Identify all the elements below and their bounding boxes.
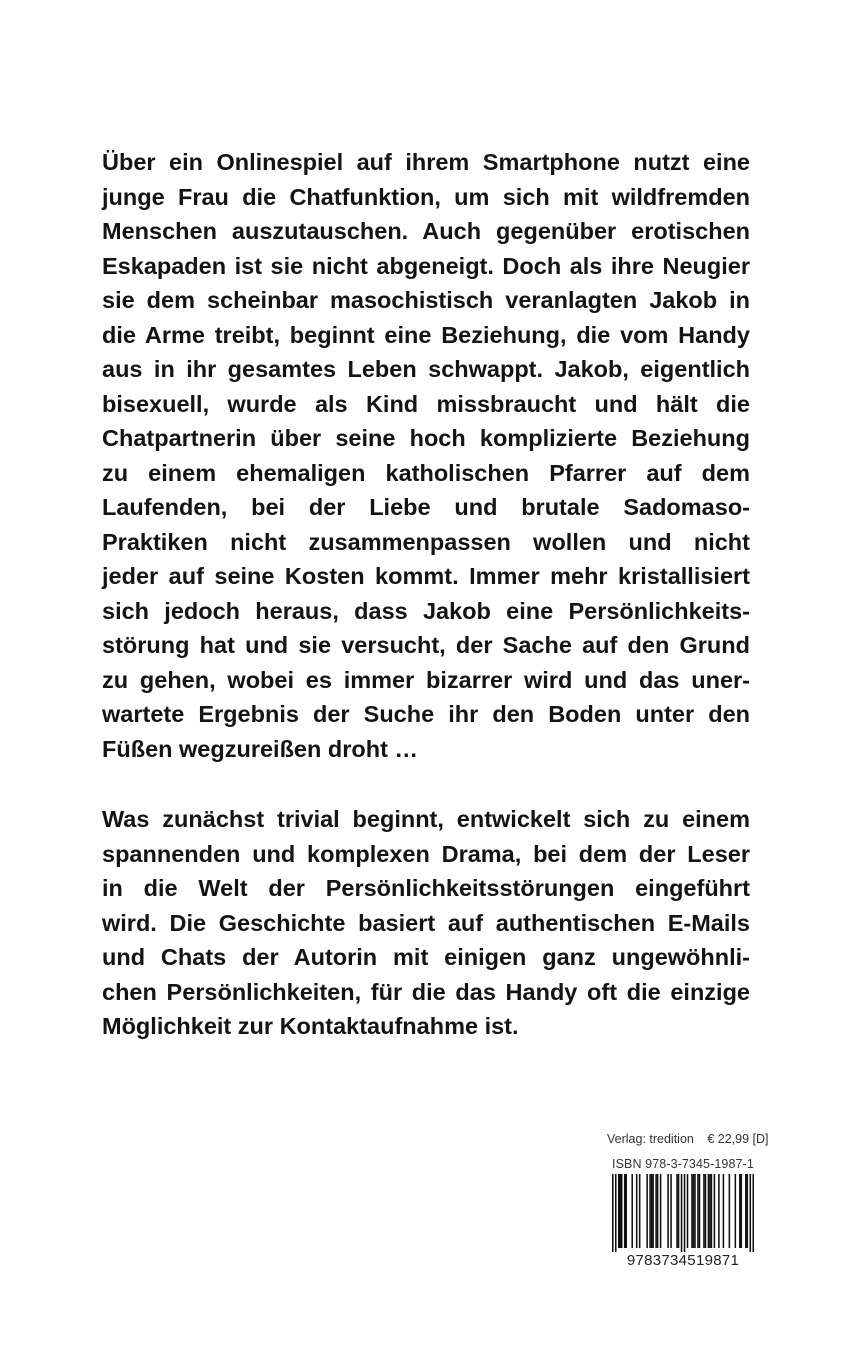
barcode-bar — [708, 1174, 710, 1248]
blurb-line: wird. Die Geschichte basiert auf authentischen E-Mails — [102, 909, 750, 936]
barcode-bar — [684, 1174, 686, 1252]
barcode-bar — [619, 1174, 621, 1248]
barcode-bar — [676, 1174, 678, 1248]
blurb-line: Praktiken nicht zusammenpassen wollen und nicht — [102, 528, 750, 555]
barcode-bar — [646, 1174, 648, 1248]
blurb-line: bisexuell, wurde als Kind missbraucht und hält die — [102, 390, 750, 417]
barcode-bar — [670, 1174, 672, 1248]
barcode-bar — [639, 1174, 641, 1248]
barcode-bar — [636, 1174, 638, 1248]
barcode-bar — [625, 1174, 627, 1248]
barcode-bar — [657, 1174, 659, 1248]
barcode-bar — [621, 1174, 623, 1248]
barcode-bar — [631, 1174, 633, 1248]
barcode-bar — [694, 1174, 696, 1248]
barcode-bar — [681, 1174, 683, 1252]
blurb-paragraph-1 — [102, 145, 750, 766]
blurb-paragraph-2 — [102, 802, 750, 1044]
barcode-bar — [718, 1174, 720, 1248]
blurb-line: Laufenden, bei der Liebe und brutale Sadomaso- — [102, 494, 750, 520]
barcode-bar — [709, 1174, 711, 1248]
barcode-bar — [747, 1174, 749, 1248]
barcode-bar — [723, 1174, 725, 1248]
blurb-line: zu gehen, wobei es immer bizarrer wird und das uner- — [102, 666, 750, 693]
barcode-bar — [741, 1174, 743, 1248]
publisher-price-line — [607, 1132, 779, 1146]
barcode-bar — [651, 1174, 653, 1248]
barcode-bar — [652, 1174, 654, 1248]
blurb-line: zu einem ehemaligen katholischen Pfarrer auf dem — [102, 459, 750, 486]
blurb-line: Über ein Onlinespiel auf ihrem Smartphone nutzt eine — [102, 149, 750, 175]
blurb-line: in die Welt der Persönlichkeitsstörungen eingeführt — [102, 875, 750, 901]
blurb-line: sich jedoch heraus, dass Jakob eine Persönlichkeits- — [102, 597, 750, 624]
blurb-line: Chatpartnerin über seine hoch komplizierte Beziehung — [102, 425, 750, 451]
barcode-bar — [753, 1174, 754, 1252]
blurb-line: Menschen auszutauschen. Auch gegenüber erotischen — [102, 218, 750, 244]
blurb-line: störung hat und sie versucht, der Sache auf den Grund — [102, 632, 750, 658]
barcode-bar — [687, 1174, 689, 1248]
barcode-bar — [655, 1174, 657, 1248]
barcode-bar — [750, 1174, 752, 1252]
barcode-bar — [705, 1174, 707, 1248]
blurb-line: junge Frau die Chatfunktion, um sich mit wildfremden — [102, 183, 750, 210]
blurb-line: jeder auf seine Kosten kommt. Immer mehr kristallisiert — [102, 563, 750, 589]
barcode-bar — [624, 1174, 626, 1248]
barcode-bar — [729, 1174, 731, 1248]
price-label: € 22,99 [D] — [707, 1132, 769, 1146]
blurb-line: und Chats der Autorin mit einigen ganz ungewöhnli- — [102, 944, 750, 970]
blurb-line: wartete Ergebnis der Suche ihr den Boden unter den — [102, 701, 750, 727]
blurb-line: Was zunächst trivial beginnt, entwickelt sich zu einem — [102, 806, 750, 832]
barcode-bar — [735, 1174, 737, 1248]
barcode-bar — [693, 1174, 695, 1248]
barcode-bar — [649, 1174, 651, 1248]
blurb-line: chen Persönlichkeiten, für die das Handy oft die einzige — [102, 978, 750, 1005]
barcode-bar — [615, 1174, 617, 1252]
barcode-bar — [691, 1174, 693, 1248]
blurb-line: Möglichkeit zur Kontaktaufnahme ist. — [102, 1013, 519, 1039]
blurb-line: Eskapaden ist sie nicht abgeneigt. Doch als ihre Neugier — [102, 252, 750, 279]
publisher-label: Verlag: tredition — [607, 1132, 694, 1146]
barcode-bar — [667, 1174, 669, 1248]
blurb-line: die Arme treibt, beginnt eine Beziehung, die vom Handy — [102, 321, 750, 348]
barcode-bar — [714, 1174, 716, 1248]
barcode-bar — [699, 1174, 701, 1248]
barcode-digits: 9783734519871 — [626, 1252, 740, 1269]
barcode-bar — [618, 1174, 620, 1248]
barcode-bar — [711, 1174, 713, 1248]
barcode-bar — [739, 1174, 741, 1248]
blurb-line: aus in ihr gesamtes Leben schwappt. Jakob, eigentlich — [102, 356, 750, 382]
blurb-line: sie dem scheinbar masochistisch veranlagten Jakob in — [102, 287, 750, 313]
barcode-bar — [703, 1174, 705, 1248]
barcode-image — [612, 1174, 754, 1252]
blurb-line: Füßen wegzureißen droht … — [102, 735, 418, 762]
barcode-bar — [745, 1174, 747, 1248]
barcode-bar — [612, 1174, 614, 1252]
blurb-line: spannenden und komplexen Drama, bei dem der Leser — [102, 840, 750, 867]
barcode-bar — [660, 1174, 662, 1248]
barcode-bar — [697, 1174, 699, 1248]
barcode-bar — [678, 1174, 680, 1248]
isbn-label: ISBN 978-3-7345-1987-1 — [612, 1157, 754, 1171]
